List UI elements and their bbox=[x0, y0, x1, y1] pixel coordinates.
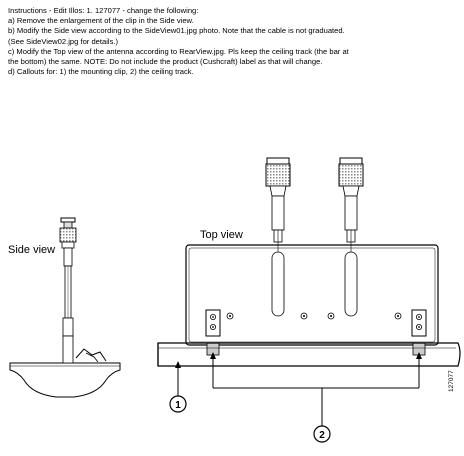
callout-2-number: 2 bbox=[319, 430, 325, 441]
top-view-label: Top view bbox=[200, 229, 243, 241]
side-view-label: Side view bbox=[8, 244, 56, 256]
top-view-drawing bbox=[158, 158, 460, 366]
instruction-line: the bottom) the same. NOTE: Do not include the product (Cushcraft) label as that will change. bbox=[8, 57, 323, 67]
instruction-line: b) Modify the Side view according to the SideView01.jpg photo. Note that the cable is not graduated. bbox=[8, 26, 345, 36]
instruction-line: d) Callouts for: 1) the mounting clip, 2) the ceiling track. bbox=[8, 67, 194, 77]
instruction-line: c) Modify the Top view of the antenna according to RearView.jpg. Pls keep the ceiling track (the bar at bbox=[8, 46, 349, 56]
instruction-line: (See SideView02.jpg for details.) bbox=[8, 36, 119, 46]
callout-1 bbox=[170, 361, 186, 412]
instructions-header: Instructions - Edit Illos: 1. 127077 - change the following: bbox=[8, 6, 199, 15]
callout-1-number: 1 bbox=[175, 400, 181, 411]
instruction-line: a) Remove the enlargement of the clip in the Side view. bbox=[8, 16, 194, 26]
figure-number: 127077 bbox=[448, 370, 455, 392]
